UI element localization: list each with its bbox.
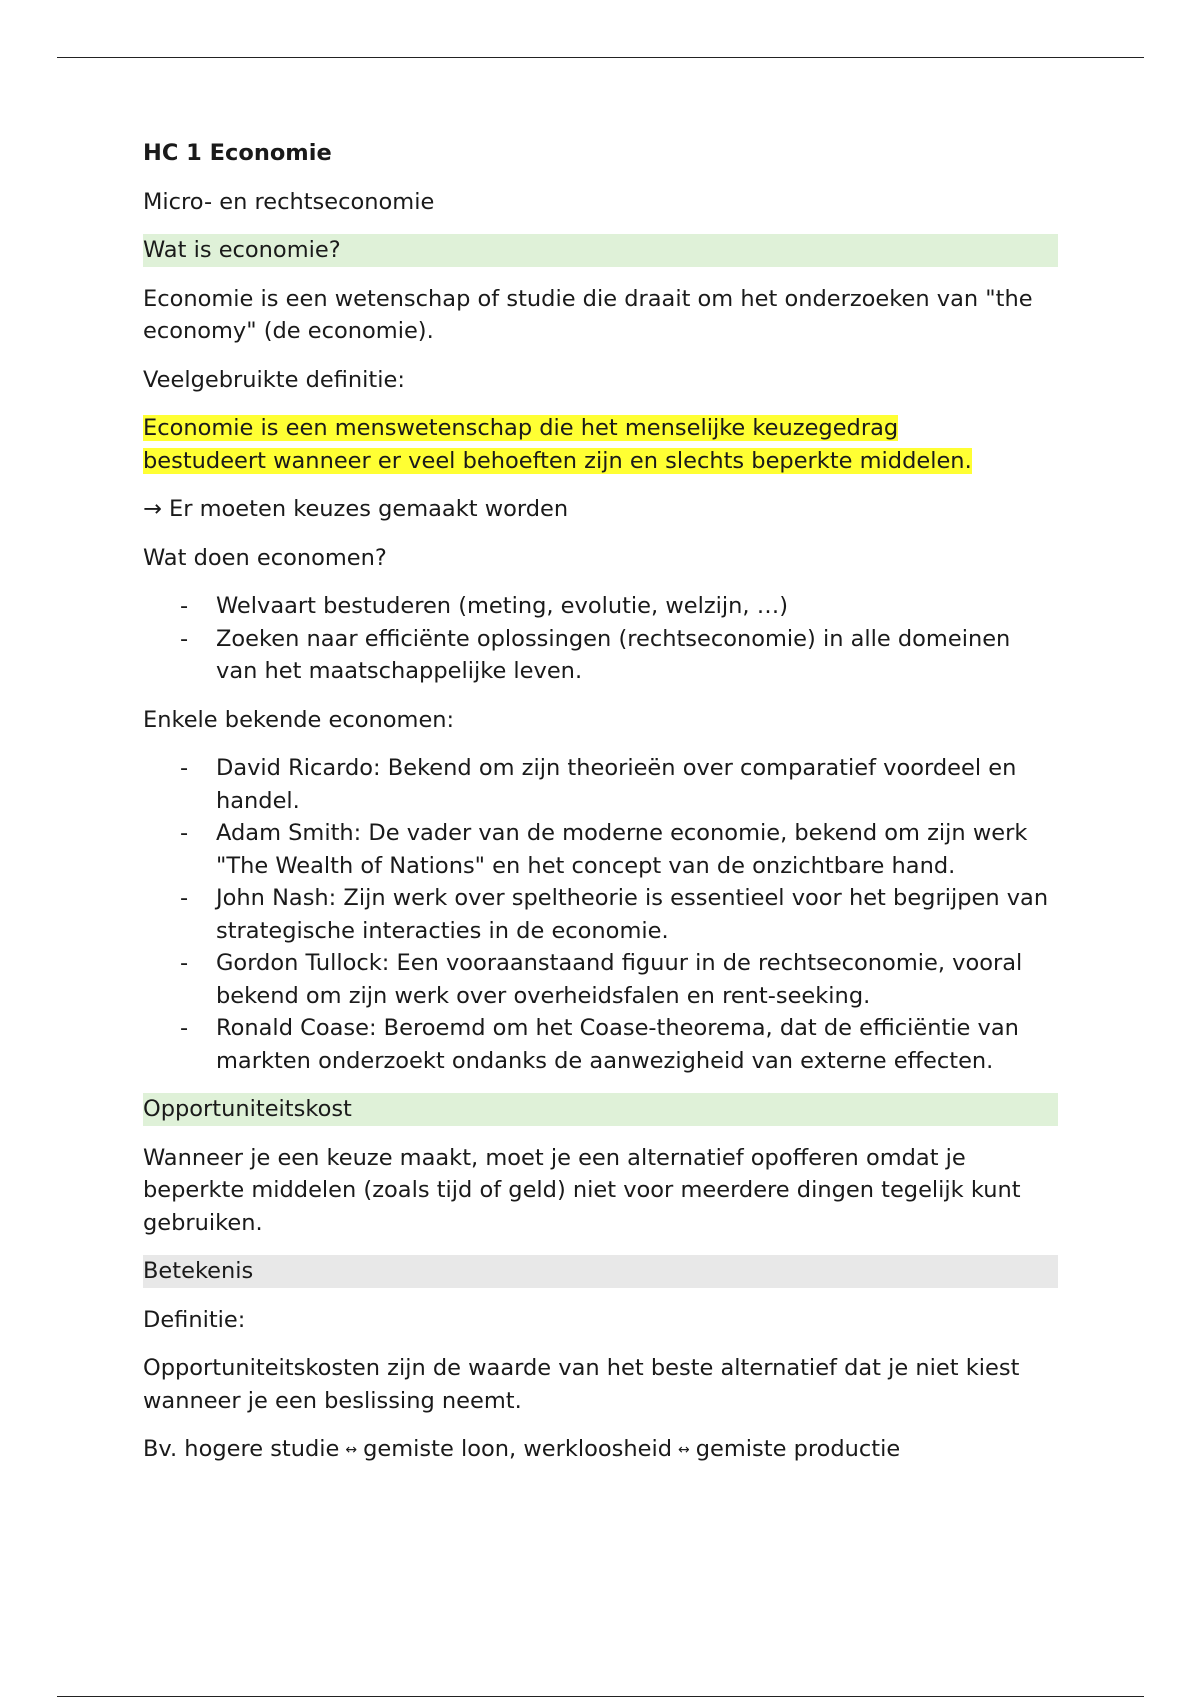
- list-item: - Gordon Tullock: Een vooraanstaand figuur in de rechtseconomie, vooral bekend om zijn werk over overheidsfalen en rent-seeking.: [143, 947, 1058, 1012]
- bottom-rule: [57, 1696, 1144, 1697]
- document-title: HC 1 Economie: [143, 140, 332, 166]
- left-right-arrow-icon: ↔: [678, 1442, 690, 1458]
- section-heading-wat-is-economie: Wat is economie?: [143, 234, 1058, 267]
- list-item: - Adam Smith: De vader van de moderne economie, bekend om zijn werk "The Wealth of Nations" en het concept van de onzichtbare hand.: [143, 817, 1058, 882]
- list-item: - John Nash: Zijn werk over speltheorie is essentieel voor het begrijpen van strategische interacties in de economie.: [143, 882, 1058, 947]
- section-heading-opportuniteitskost: Opportuniteitskost: [143, 1093, 1058, 1126]
- dash-bullet: -: [180, 593, 189, 619]
- list-item: - Zoeken naar efficiënte oplossingen (rechtseconomie) in alle domeinen van het maatschappelijke leven.: [143, 623, 1058, 688]
- paragraph-definitie-label: Definitie:: [143, 1306, 246, 1333]
- paragraph-example: Bv. hogere studie ↔ gemiste loon, werkloosheid ↔ gemiste productie: [143, 1433, 1058, 1467]
- paragraph-definitie: Opportuniteitskosten zijn de waarde van het beste alternatief dat je niet kiest wanneer je een beslissing neemt.: [143, 1355, 1020, 1414]
- left-right-arrow-icon: ↔: [345, 1442, 358, 1458]
- document-body: [143, 137, 1058, 1483]
- dash-bullet: -: [180, 885, 189, 911]
- paragraph-intro: Economie is een wetenschap of studie die draait om het onderzoeken van "the economy" (de economie).: [143, 285, 1033, 344]
- paragraph-keuzes: → Er moeten keuzes gemaakt worden: [143, 496, 569, 522]
- dash-bullet: -: [180, 755, 189, 781]
- highlight-line-2: bestudeert wanneer er veel behoeften zijn en slechts beperkte middelen.: [143, 447, 972, 474]
- dash-bullet: -: [180, 1015, 189, 1041]
- highlight-line-1: Economie is een menswetenschap die het menselijke keuzegedrag: [143, 415, 899, 441]
- list-item: - Welvaart bestuderen (meting, evolutie, welzijn, …): [143, 590, 1058, 623]
- paragraph-bekende-economen: Enkele bekende economen:: [143, 706, 455, 733]
- document-subtitle: Micro- en rechtseconomie: [143, 188, 435, 215]
- dash-bullet: -: [180, 820, 189, 846]
- highlighted-definition: [143, 412, 1058, 477]
- dash-bullet: -: [180, 625, 189, 652]
- dash-bullet: -: [180, 950, 189, 976]
- list-item: - David Ricardo: Bekend om zijn theorieën over comparatief voordeel en handel.: [143, 752, 1058, 817]
- paragraph-opportuniteitskost: Wanneer je een keuze maakt, moet je een alternatief opofferen omdat je beperkte middelen (zoals tijd of geld) niet voor meerdere dingen tegelijk kunt gebruiken.: [143, 1144, 1021, 1236]
- section-heading-betekenis: Betekenis: [143, 1255, 1058, 1288]
- list-economist-tasks: [143, 590, 1058, 688]
- list-economists: [143, 752, 1058, 1077]
- paragraph-wat-doen-economen: Wat doen economen?: [143, 544, 387, 571]
- list-item: - Ronald Coase: Beroemd om het Coase-theorema, dat de efficiëntie van markten onderzoekt ondanks de aanwezigheid van externe effecten.: [143, 1012, 1058, 1077]
- paragraph-definition-label: Veelgebruikte definitie:: [143, 366, 405, 393]
- top-rule: [57, 57, 1144, 58]
